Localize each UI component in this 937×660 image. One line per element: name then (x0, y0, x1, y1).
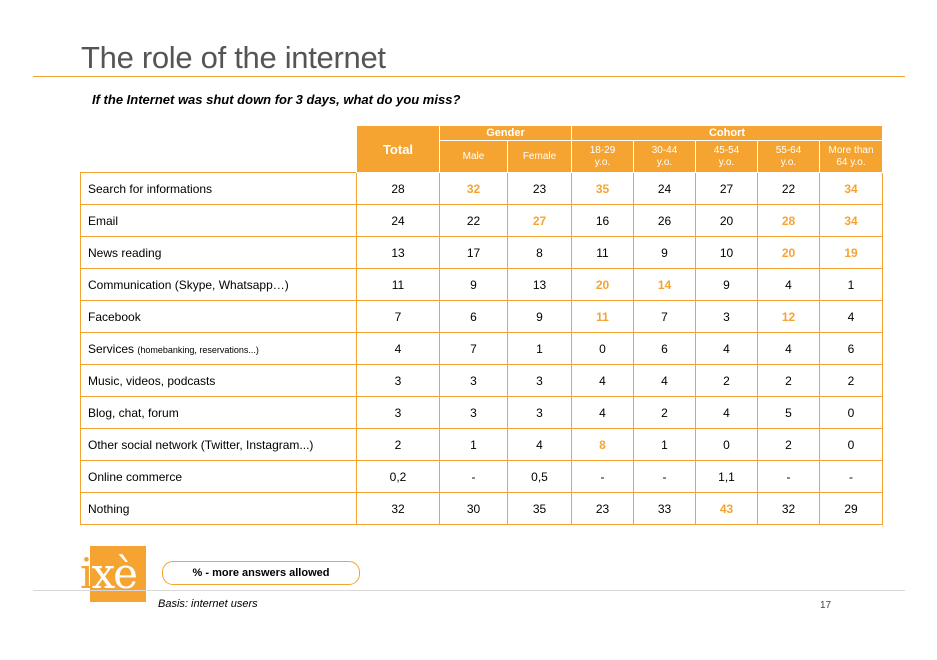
title-divider (33, 76, 905, 77)
table-cell: 2 (758, 365, 820, 397)
table-cell: 4 (696, 333, 758, 365)
table-cell: 32 (758, 493, 820, 525)
row-label-text: Facebook (88, 309, 141, 324)
table-cell: 0 (820, 397, 883, 429)
row-label-text: Email (88, 213, 119, 228)
table-row (81, 493, 883, 525)
header-sub-1: Female (508, 141, 572, 173)
table-cell: 35 (572, 173, 634, 205)
table-cell: 24 (634, 173, 696, 205)
table-cell: 34 (820, 173, 883, 205)
row-label-text: Blog, chat, forum (88, 405, 179, 420)
header-sub-2: 18-29 y.o. (572, 141, 634, 173)
table-row (81, 429, 883, 461)
table-cell: 3 (696, 301, 758, 333)
table-cell: 9 (634, 237, 696, 269)
table-cell: 10 (696, 237, 758, 269)
table-row (81, 397, 883, 429)
table-cell: 17 (440, 237, 508, 269)
row-label (81, 493, 357, 525)
table-cell: 16 (572, 205, 634, 237)
table-cell: 35 (508, 493, 572, 525)
table-cell: 3 (508, 397, 572, 429)
table-cell: 0 (820, 429, 883, 461)
page-title: The role of the internet (81, 40, 386, 75)
table-cell: 33 (634, 493, 696, 525)
table-cell: 7 (357, 301, 440, 333)
table-cell: 3 (357, 365, 440, 397)
table-cell: 2 (357, 429, 440, 461)
table-cell: 29 (820, 493, 883, 525)
results-table (80, 125, 883, 525)
row-label-text: Communication (Skype, Whatsapp…) (88, 277, 289, 292)
table-cell: 1 (820, 269, 883, 301)
table-cell: 6 (820, 333, 883, 365)
table-cell: 32 (440, 173, 508, 205)
table-cell: 4 (758, 269, 820, 301)
row-label (81, 173, 357, 205)
table-cell: 9 (508, 301, 572, 333)
header-corner (81, 126, 357, 173)
row-label-detail: (homebanking, reservations...) (137, 344, 259, 355)
basis-note: Basis: internet users (158, 598, 258, 610)
table-cell: 7 (440, 333, 508, 365)
header-cohort: Cohort (572, 126, 883, 141)
table-cell: 34 (820, 205, 883, 237)
table-cell: 23 (572, 493, 634, 525)
table-cell: 11 (357, 269, 440, 301)
table-cell: - (440, 461, 508, 493)
header-sub-0: Male (440, 141, 508, 173)
table-cell: 23 (508, 173, 572, 205)
table-cell: - (820, 461, 883, 493)
table-cell: 14 (634, 269, 696, 301)
table-cell: 28 (357, 173, 440, 205)
row-label-text: Music, videos, podcasts (88, 373, 216, 388)
header-sub-5: 55-64 y.o. (758, 141, 820, 173)
table-cell: - (634, 461, 696, 493)
table-cell: 2 (634, 397, 696, 429)
row-label (81, 237, 357, 269)
header-sub-4: 45-54 y.o. (696, 141, 758, 173)
table-cell: 43 (696, 493, 758, 525)
row-label (81, 397, 357, 429)
footer-divider (33, 590, 905, 591)
table-cell: 27 (696, 173, 758, 205)
table-cell: 20 (572, 269, 634, 301)
table-cell: 4 (572, 397, 634, 429)
table-cell: 22 (758, 173, 820, 205)
table-cell: 4 (634, 365, 696, 397)
table-cell: 4 (508, 429, 572, 461)
table-cell: 4 (572, 365, 634, 397)
table-cell: 4 (357, 333, 440, 365)
table-cell: 0,2 (357, 461, 440, 493)
table-cell: 3 (440, 365, 508, 397)
table-cell: 3 (508, 365, 572, 397)
table-cell: 4 (758, 333, 820, 365)
ixe-logo (80, 546, 146, 602)
logo-text: ixè (80, 549, 136, 598)
table-cell: 6 (440, 301, 508, 333)
row-label (81, 205, 357, 237)
table-cell: 0,5 (508, 461, 572, 493)
table-cell: 5 (758, 397, 820, 429)
table-cell: 1 (440, 429, 508, 461)
table-row (81, 205, 883, 237)
header-sub-6: More than 64 y.o. (820, 141, 883, 173)
table-row (81, 173, 883, 205)
table-cell: 24 (357, 205, 440, 237)
table-cell: 1 (508, 333, 572, 365)
page-number: 17 (820, 600, 832, 611)
table-cell: 20 (696, 205, 758, 237)
header-gender: Gender (440, 126, 572, 141)
table-row (81, 461, 883, 493)
table-row (81, 365, 883, 397)
row-label-text: Nothing (88, 501, 130, 516)
table-cell: 28 (758, 205, 820, 237)
header-sub-3: 30-44 y.o. (634, 141, 696, 173)
table-cell: 4 (820, 301, 883, 333)
table-cell: 11 (572, 237, 634, 269)
table-cell: 1,1 (696, 461, 758, 493)
table-cell: 12 (758, 301, 820, 333)
row-label (81, 269, 357, 301)
table-cell: 8 (572, 429, 634, 461)
table-cell: 9 (440, 269, 508, 301)
table-cell: 2 (696, 365, 758, 397)
table-cell: 20 (758, 237, 820, 269)
table-cell: 2 (758, 429, 820, 461)
table-cell: 2 (820, 365, 883, 397)
table-cell: 6 (634, 333, 696, 365)
table-cell: - (572, 461, 634, 493)
row-label (81, 333, 357, 365)
header-total: Total (357, 126, 440, 173)
table-cell: 1 (634, 429, 696, 461)
row-label (81, 365, 357, 397)
row-label-text: Online commerce (88, 469, 183, 484)
table-cell: 26 (634, 205, 696, 237)
row-label (81, 461, 357, 493)
table-cell: 0 (696, 429, 758, 461)
table-cell: 11 (572, 301, 634, 333)
table-cell: 13 (508, 269, 572, 301)
table-cell: 13 (357, 237, 440, 269)
table-cell: 27 (508, 205, 572, 237)
table-row (81, 269, 883, 301)
row-label-text: News reading (88, 245, 162, 260)
table-cell: 4 (696, 397, 758, 429)
row-label (81, 429, 357, 461)
table-cell: 30 (440, 493, 508, 525)
multiple-answers-note: % - more answers allowed (162, 561, 360, 585)
table-cell: 3 (440, 397, 508, 429)
row-label (81, 301, 357, 333)
table-cell: 7 (634, 301, 696, 333)
table-row (81, 301, 883, 333)
table-cell: 9 (696, 269, 758, 301)
table-cell: 8 (508, 237, 572, 269)
table-cell: - (758, 461, 820, 493)
table-cell: 3 (357, 397, 440, 429)
table-row (81, 237, 883, 269)
row-label-text: Services (88, 341, 135, 356)
row-label-text: Other social network (Twitter, Instagram...) (88, 437, 314, 452)
table-cell: 0 (572, 333, 634, 365)
table-cell: 22 (440, 205, 508, 237)
survey-question: If the Internet was shut down for 3 days, what do you miss? (92, 92, 461, 107)
table-cell: 32 (357, 493, 440, 525)
table-row (81, 333, 883, 365)
row-label-text: Search for informations (88, 181, 213, 196)
table-cell: 19 (820, 237, 883, 269)
